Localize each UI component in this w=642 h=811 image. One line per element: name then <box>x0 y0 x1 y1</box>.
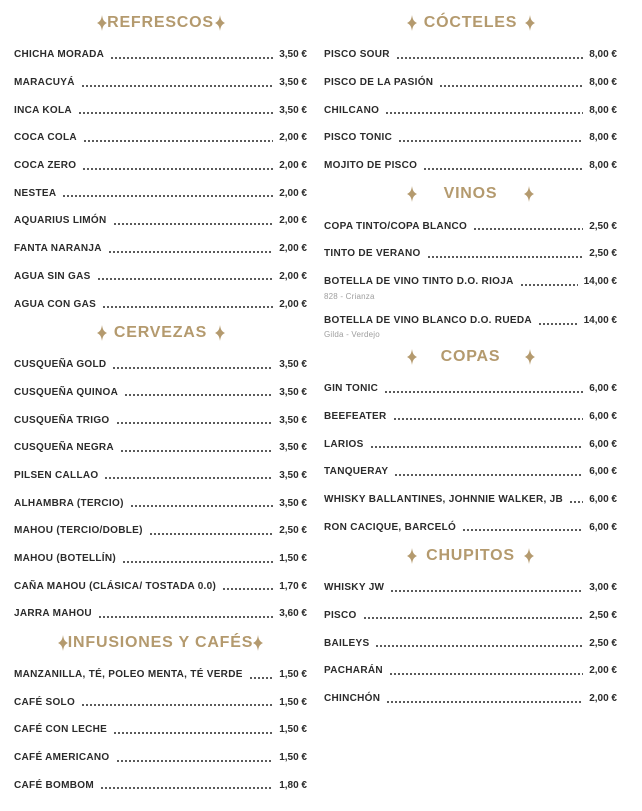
sparkle-icon <box>97 325 107 341</box>
menu-item <box>14 379 307 407</box>
item-price: 3,50 € <box>279 442 307 454</box>
menu-item <box>324 41 617 69</box>
item-name: BOTELLA DE VINO TINTO D.O. RIOJA <box>324 276 514 288</box>
item-price: 3,50 € <box>279 77 307 89</box>
dotted-leader <box>113 223 274 225</box>
menu-item-line <box>324 96 617 124</box>
menu-item-line <box>324 574 617 602</box>
menu-item <box>14 517 307 545</box>
dotted-leader <box>82 168 273 170</box>
menu-section <box>324 545 617 712</box>
menu-item <box>324 602 617 630</box>
menu-item-line <box>14 462 307 490</box>
dotted-leader <box>462 529 583 531</box>
item-name: MOJITO DE PISCO <box>324 160 418 172</box>
menu-item <box>14 600 307 628</box>
dotted-leader <box>439 85 583 87</box>
menu-item-line <box>14 517 307 545</box>
item-price: 2,50 € <box>589 637 617 649</box>
sparkle-icon <box>215 15 225 31</box>
menu-item-line <box>324 513 617 541</box>
dotted-leader <box>385 112 583 114</box>
menu-section <box>324 12 617 179</box>
item-price: 8,00 € <box>589 104 617 116</box>
item-name: CAFÉ CON LECHE <box>14 724 108 736</box>
item-name: COCA ZERO <box>14 160 77 172</box>
dotted-leader <box>473 228 583 230</box>
item-name: PISCO DE LA PASIÓN <box>324 77 434 89</box>
menu-item-line <box>14 661 307 689</box>
menu-section <box>14 632 307 799</box>
item-name: BOTELLA DE VINO BLANCO D.O. RUEDA <box>324 315 532 327</box>
menu-item-line <box>14 235 307 263</box>
dotted-leader <box>112 367 273 369</box>
menu-item <box>14 688 307 716</box>
item-price: 6,00 € <box>589 410 617 422</box>
item-name: CAFÉ AMERICANO <box>14 752 110 764</box>
item-name: CUSQUEÑA GOLD <box>14 359 107 371</box>
item-name: MARACUYÁ <box>14 77 75 89</box>
dotted-leader <box>390 590 583 592</box>
menu-item <box>14 661 307 689</box>
dotted-leader <box>62 195 273 197</box>
item-price: 8,00 € <box>589 160 617 172</box>
item-name: WHISKY BALLANTINES, JOHNNIE WALKER, JB <box>324 493 564 505</box>
menu-column-right <box>324 8 617 799</box>
item-price: 8,00 € <box>589 77 617 89</box>
menu-item-line <box>324 402 617 430</box>
menu-item-line <box>14 379 307 407</box>
section-title: COPAS <box>440 347 501 365</box>
menu-item <box>14 489 307 517</box>
item-name: MANZANILLA, TÉ, POLEO MENTA, TÉ VERDE <box>14 669 243 681</box>
dotted-leader <box>538 323 578 325</box>
item-price: 6,00 € <box>589 521 617 533</box>
menu-section <box>14 322 307 628</box>
item-name: PILSEN CALLAO <box>14 469 99 481</box>
menu-item <box>14 152 307 180</box>
item-name: AQUARIUS LIMÓN <box>14 215 107 227</box>
item-name: CAÑA MAHOU (CLÁSICA/ TOSTADA 0.0) <box>14 580 217 592</box>
item-name: TANQUERAY <box>324 466 389 478</box>
menu-item-line <box>324 375 617 403</box>
dotted-leader <box>384 391 583 393</box>
item-name: MAHOU (BOTELLÍN) <box>14 553 117 565</box>
menu-item <box>324 685 617 713</box>
section-header <box>407 12 535 34</box>
section-header <box>58 632 263 654</box>
menu-item-line <box>14 41 307 69</box>
item-name: INCA KOLA <box>14 104 72 116</box>
dotted-leader <box>398 140 583 142</box>
item-price: 8,00 € <box>589 49 617 61</box>
item-name: CHICHA MORADA <box>14 49 105 61</box>
dotted-leader <box>375 645 583 647</box>
menu-item <box>14 462 307 490</box>
item-name: COPA TINTO/COPA BLANCO <box>324 220 468 232</box>
item-price: 2,00 € <box>589 693 617 704</box>
item-note: 828 - Crianza <box>324 291 375 301</box>
item-price: 6,00 € <box>589 383 617 395</box>
dotted-leader <box>110 57 273 59</box>
item-price: 2,00 € <box>279 187 307 199</box>
menu-item-line <box>324 152 617 180</box>
menu-item <box>14 235 307 263</box>
item-price: 2,00 € <box>279 243 307 255</box>
item-price: 2,00 € <box>279 160 307 172</box>
item-price: 1,50 € <box>279 724 307 736</box>
item-price: 2,00 € <box>279 215 307 227</box>
menu-item <box>324 629 617 657</box>
item-price: 3,50 € <box>279 497 307 509</box>
menu-item <box>14 263 307 291</box>
item-price: 3,50 € <box>279 469 307 481</box>
menu-item <box>14 434 307 462</box>
item-price: 2,00 € <box>279 298 307 310</box>
item-name: GIN TONIC <box>324 383 379 395</box>
item-name: FANTA NARANJA <box>14 243 102 255</box>
section-items <box>14 41 307 318</box>
item-price: 3,50 € <box>279 49 307 61</box>
section-items <box>14 351 307 628</box>
item-price: 2,00 € <box>589 665 617 677</box>
menu-item-line <box>324 41 617 69</box>
item-price: 1,50 € <box>279 696 307 708</box>
menu-item-line <box>14 572 307 600</box>
item-name: PISCO TONIC <box>324 132 393 144</box>
menu-item-line <box>14 351 307 379</box>
item-price: 3,50 € <box>279 359 307 371</box>
menu-item-line <box>14 179 307 207</box>
section-header <box>407 346 535 368</box>
dotted-leader <box>81 704 273 706</box>
menu-item-line <box>14 124 307 152</box>
dotted-leader <box>389 673 583 675</box>
item-name: TINTO DE VERANO <box>324 248 421 260</box>
sparkle-icon <box>524 548 534 564</box>
item-price: 2,50 € <box>589 248 617 260</box>
menu-item <box>324 307 617 340</box>
item-price: 3,50 € <box>279 414 307 426</box>
menu-item <box>324 513 617 541</box>
menu-item <box>324 96 617 124</box>
menu-item-line <box>14 600 307 628</box>
item-name: MAHOU (TERCIO/DOBLE) <box>14 525 143 537</box>
item-price: 1,50 € <box>279 553 307 565</box>
item-price: 1,70 € <box>279 580 307 592</box>
menu-item-line <box>14 152 307 180</box>
menu-item-line <box>14 207 307 235</box>
item-name: COCA COLA <box>14 132 77 144</box>
sparkle-icon <box>407 548 417 564</box>
item-name: AGUA SIN GAS <box>14 270 91 282</box>
menu-section <box>324 183 617 339</box>
item-note: Gilda - Verdejo <box>324 330 380 340</box>
dotted-leader <box>396 57 583 59</box>
item-price: 2,50 € <box>589 220 617 232</box>
sparkle-icon <box>215 325 225 341</box>
menu-item <box>14 716 307 744</box>
menu-item-line <box>324 657 617 685</box>
menu-item <box>324 430 617 458</box>
item-name: CUSQUEÑA QUINOA <box>14 386 119 398</box>
menu-item <box>324 574 617 602</box>
menu-item <box>324 152 617 180</box>
item-name: ALHAMBRA (TERCIO) <box>14 497 124 509</box>
dotted-leader <box>108 251 273 253</box>
dotted-leader <box>81 85 273 87</box>
dotted-leader <box>249 677 273 679</box>
section-items <box>324 574 617 712</box>
dotted-leader <box>394 474 583 476</box>
menu-item-line <box>14 545 307 573</box>
sparkle-icon <box>407 349 417 365</box>
menu-item-line <box>324 240 617 268</box>
item-name: CHILCANO <box>324 104 380 116</box>
dotted-leader <box>122 561 273 563</box>
item-price: 8,00 € <box>589 132 617 144</box>
menu-item-line <box>324 685 617 713</box>
menu-item <box>14 744 307 772</box>
menu-item-line <box>324 486 617 514</box>
item-price: 14,00 € <box>583 276 617 288</box>
menu-item <box>324 69 617 97</box>
menu-item-line <box>14 716 307 744</box>
menu-item <box>14 545 307 573</box>
item-price: 3,50 € <box>279 386 307 398</box>
dotted-leader <box>100 787 273 789</box>
item-name: CAFÉ BOMBOM <box>14 779 94 791</box>
dotted-leader <box>102 306 273 308</box>
item-price: 6,00 € <box>589 438 617 450</box>
menu-item-line <box>14 489 307 517</box>
item-name: PISCO SOUR <box>324 49 390 61</box>
item-name: CAFÉ SOLO <box>14 696 76 708</box>
menu-item-line <box>14 69 307 97</box>
menu-section <box>14 12 307 318</box>
item-name: RON CACIQUE, BARCELÓ <box>324 521 457 533</box>
menu-item <box>324 402 617 430</box>
menu-item-line <box>324 124 617 152</box>
sparkle-icon <box>525 15 535 31</box>
item-price: 1,80 € <box>279 779 307 791</box>
menu-item-line <box>324 212 617 240</box>
dotted-leader <box>569 501 583 503</box>
menu-item-line <box>14 96 307 124</box>
dotted-leader <box>116 422 274 424</box>
section-title: CÓCTELES <box>423 14 518 31</box>
item-price: 3,60 € <box>279 608 307 620</box>
menu-item <box>14 69 307 97</box>
item-price: 2,00 € <box>279 270 307 282</box>
dotted-leader <box>104 477 273 479</box>
item-price: 6,00 € <box>589 466 617 478</box>
section-items <box>324 41 617 179</box>
item-name: PISCO <box>324 609 357 621</box>
item-price: 2,00 € <box>279 132 307 144</box>
dotted-leader <box>386 701 583 703</box>
item-name: JARRA MAHOU <box>14 608 92 620</box>
menu-item <box>324 458 617 486</box>
item-price: 1,50 € <box>279 752 307 764</box>
section-title: INFUSIONES Y CAFÉS <box>67 633 254 651</box>
dotted-leader <box>222 588 273 590</box>
menu-item <box>14 572 307 600</box>
dotted-leader <box>520 284 578 286</box>
menu-item <box>324 240 617 268</box>
menu-section <box>324 346 617 541</box>
section-items <box>324 212 617 339</box>
item-price: 1,50 € <box>279 669 307 681</box>
dotted-leader <box>370 446 584 448</box>
dotted-leader <box>423 168 583 170</box>
menu-item-line <box>324 602 617 630</box>
menu-item <box>324 268 617 301</box>
item-name: LARIOS <box>324 438 364 450</box>
sparkle-icon <box>525 349 535 365</box>
section-header <box>407 545 535 567</box>
section-title: VINOS <box>443 185 498 203</box>
dotted-leader <box>113 732 273 734</box>
sparkle-icon <box>407 186 417 202</box>
menu-item <box>324 657 617 685</box>
dotted-leader <box>130 505 273 507</box>
section-items <box>324 375 617 541</box>
menu-item-line <box>14 688 307 716</box>
section-header <box>97 322 225 344</box>
item-name: PACHARÁN <box>324 665 383 677</box>
section-title: CHUPITOS <box>426 546 515 564</box>
item-price: 14,00 € <box>583 315 617 327</box>
sparkle-icon <box>97 15 107 31</box>
dotted-leader <box>363 617 584 619</box>
menu-item <box>14 96 307 124</box>
section-items <box>14 661 307 799</box>
menu-item <box>14 351 307 379</box>
menu-item <box>324 486 617 514</box>
menu-item <box>14 290 307 318</box>
item-name: CHINCHÓN <box>324 693 381 704</box>
item-name: BAILEYS <box>324 637 370 649</box>
sparkle-icon <box>524 186 534 202</box>
menu-item <box>324 375 617 403</box>
menu-item-line <box>324 430 617 458</box>
menu-item-line <box>324 458 617 486</box>
item-price: 2,50 € <box>589 609 617 621</box>
menu-item-line <box>14 772 307 800</box>
item-price: 3,00 € <box>589 582 617 594</box>
section-title: CERVEZAS <box>113 323 208 341</box>
item-name: AGUA CON GAS <box>14 298 97 310</box>
dotted-leader <box>120 450 273 452</box>
sparkle-icon <box>58 635 68 651</box>
dotted-leader <box>98 616 273 618</box>
menu-item <box>324 124 617 152</box>
section-header <box>97 12 225 34</box>
menu-item-line <box>14 290 307 318</box>
menu-item-line <box>14 406 307 434</box>
item-name: WHISKY JW <box>324 582 385 594</box>
sparkle-icon <box>253 635 263 651</box>
item-price: 3,50 € <box>279 104 307 116</box>
dotted-leader <box>83 140 273 142</box>
item-price: 6,00 € <box>589 493 617 505</box>
dotted-leader <box>427 256 584 258</box>
item-name: BEEFEATER <box>324 410 387 422</box>
menu-item <box>14 179 307 207</box>
menu-item-line <box>14 263 307 291</box>
item-name: NESTEA <box>14 187 57 199</box>
item-name: CUSQUEÑA TRIGO <box>14 414 110 426</box>
menu-item <box>14 124 307 152</box>
menu-item <box>14 207 307 235</box>
menu-item <box>14 406 307 434</box>
dotted-leader <box>97 278 274 280</box>
menu-item <box>324 212 617 240</box>
menu-item <box>14 772 307 800</box>
menu-item-line <box>324 629 617 657</box>
menu-item <box>14 41 307 69</box>
menu-item-line <box>324 69 617 97</box>
dotted-leader <box>78 112 273 114</box>
dotted-leader <box>116 760 274 762</box>
dotted-leader <box>393 418 584 420</box>
dotted-leader <box>124 394 273 396</box>
section-header <box>407 183 535 205</box>
menu-item-line <box>14 744 307 772</box>
dotted-leader <box>149 533 273 535</box>
menu-column-left <box>14 8 307 799</box>
item-name: CUSQUEÑA NEGRA <box>14 442 114 454</box>
sparkle-icon <box>407 15 417 31</box>
item-price: 2,50 € <box>279 525 307 537</box>
menu-item-line <box>14 434 307 462</box>
section-title: REFRESCOS <box>107 14 214 31</box>
